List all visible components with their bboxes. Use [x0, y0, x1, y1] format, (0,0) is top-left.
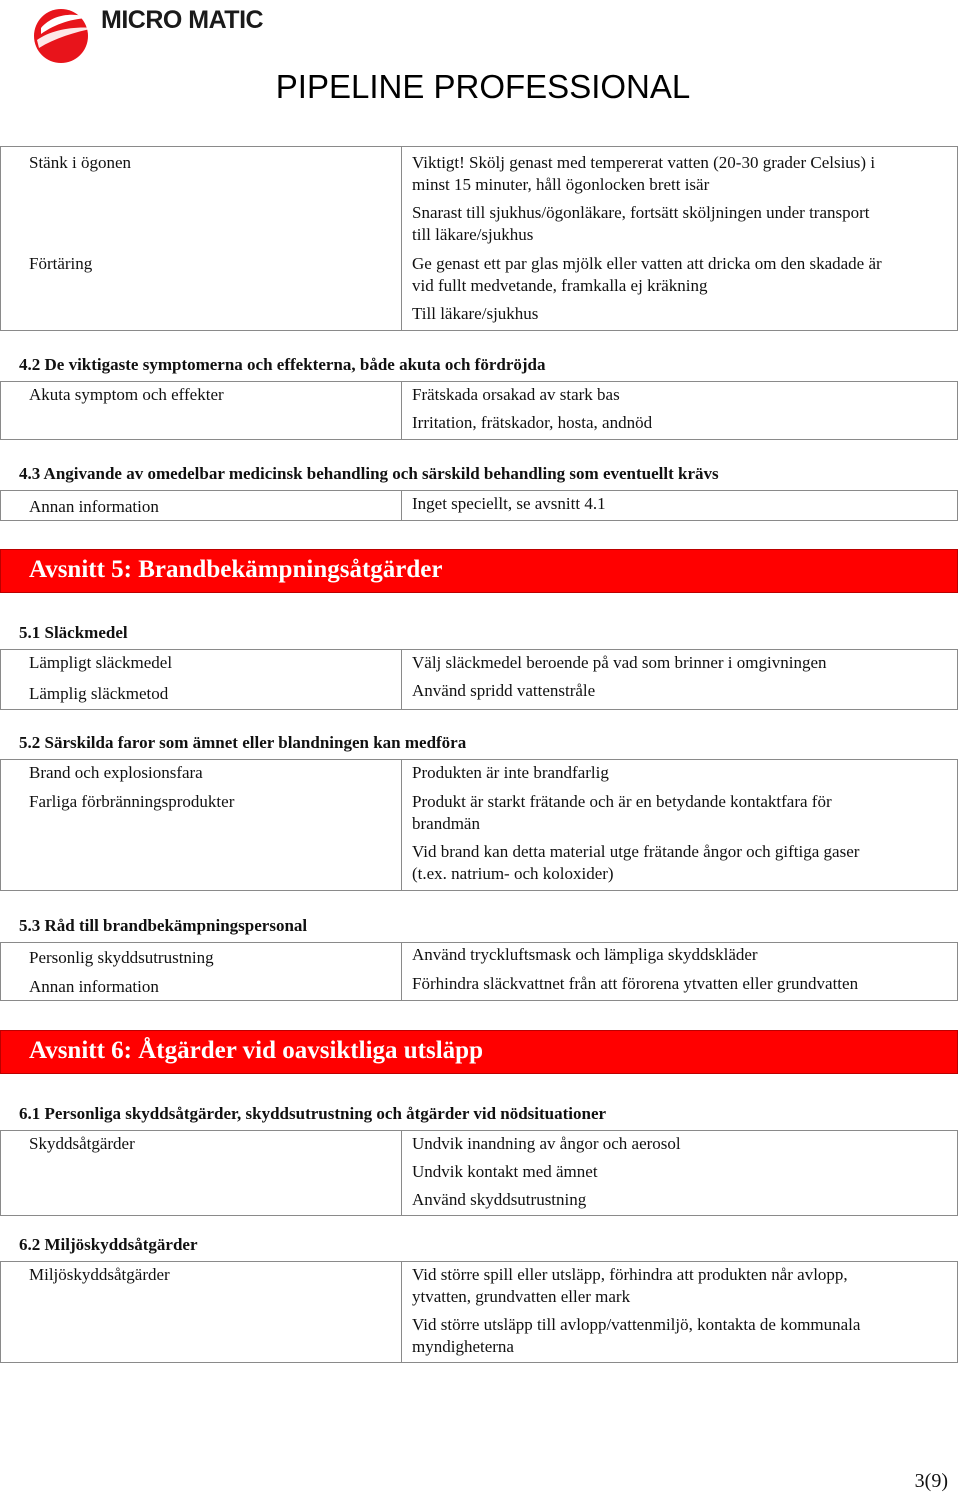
symptoms-label: Akuta symptom och effekter — [29, 385, 224, 404]
symptoms-text-line: Frätskada orsakad av stark bas — [412, 385, 620, 404]
ingestion-text-line: Ge genast ett par glas mjölk eller vatten att dricka om den skadade är — [412, 254, 882, 273]
protective-measures-line: Använd skyddsutrustning — [412, 1190, 587, 1209]
treatment-label: Annan information — [29, 497, 159, 516]
section-6-title: Avsnitt 6: Åtgärder vid oavsiktliga utsläpp — [29, 1037, 483, 1064]
combustion-products-line: brandmän — [412, 814, 480, 833]
section-5-title: Avsnitt 5: Brandbekämpningsåtgärder — [29, 556, 443, 583]
section-5-3-heading: 5.3 Råd till brandbekämpningspersonal — [19, 916, 308, 935]
combustion-products-line: Produkt är starkt frätande och är en betydande kontaktfara för — [412, 792, 832, 811]
ingestion-text-line: Till läkare/sjukhus — [412, 304, 539, 323]
fire-hazard-value: Produkten är inte brandfarlig — [412, 763, 609, 782]
eyes-text-line: minst 15 minuter, håll ögonlocken brett isär — [412, 175, 710, 194]
environmental-line: Vid större spill eller utsläpp, förhindra att produkten når avlopp, — [412, 1265, 848, 1284]
extinguishing-method-value: Använd spridd vattenstråle — [412, 681, 596, 700]
section-4-2-heading: 4.2 De viktigaste symptomerna och effekterna, både akuta och fördröjda — [19, 355, 546, 374]
extinguishing-agent-value: Välj släckmedel beroende på vad som brinner i omgivningen — [412, 653, 827, 672]
treatment-table — [0, 490, 958, 521]
section-5-banner — [0, 549, 958, 593]
ingestion-text-line: vid fullt medvetande, framkalla ej kräkning — [412, 276, 708, 295]
logo-text: MICRO MATIC — [101, 6, 264, 34]
environmental-line: Vid större utsläpp till avlopp/vattenmiljö, kontakta de kommunala — [412, 1315, 861, 1334]
section-6-1-heading: 6.1 Personliga skyddsåtgärder, skyddsutrustning och åtgärder vid nödsituationer — [19, 1104, 607, 1123]
treatment-value: Inget speciellt, se avsnitt 4.1 — [412, 494, 606, 513]
other-info-label: Annan information — [29, 977, 159, 996]
environmental-line: ytvatten, grundvatten eller mark — [412, 1287, 631, 1306]
symptoms-text-line: Irritation, frätskador, hosta, andnöd — [412, 413, 653, 432]
firefighter-advice-table — [0, 942, 958, 1001]
protective-measures-line: Undvik kontakt med ämnet — [412, 1162, 598, 1181]
fire-hazard-label: Brand och explosionsfara — [29, 763, 203, 782]
extinguishing-method-label: Lämplig släckmetod — [29, 684, 169, 703]
section-5-1-heading: 5.1 Släckmedel — [19, 623, 128, 642]
protective-measures-label: Skyddsåtgärder — [29, 1134, 135, 1153]
section-6-banner — [0, 1030, 958, 1074]
eyes-label: Stänk i ögonen — [29, 153, 131, 172]
combustion-products-line: (t.ex. natrium- och koloxider) — [412, 864, 614, 883]
protective-measures-line: Undvik inandning av ångor och aerosol — [412, 1134, 681, 1153]
section-4-3-heading: 4.3 Angivande av omedelbar medicinsk behandling och särskild behandling som eventuellt krävs — [19, 464, 719, 483]
combustion-products-label: Farliga förbränningsprodukter — [29, 792, 235, 811]
symptoms-table — [0, 381, 958, 440]
document-title: PIPELINE PROFESSIONAL — [275, 68, 691, 105]
eyes-text-line: till läkare/sjukhus — [412, 225, 534, 244]
eyes-text-line: Viktigt! Skölj genast med tempererat vatten (20-30 grader Celsius) i — [412, 153, 876, 172]
combustion-products-line: Vid brand kan detta material utge frätande ångor och giftiga gaser — [412, 842, 860, 861]
micro-matic-logo — [33, 4, 263, 64]
environmental-line: myndigheterna — [412, 1337, 514, 1356]
section-6-2-heading: 6.2 Miljöskyddsåtgärder — [19, 1235, 198, 1254]
first-aid-table — [0, 146, 958, 331]
environmental-table — [0, 1261, 958, 1363]
logo-swirl-icon — [33, 4, 103, 66]
environmental-label: Miljöskyddsåtgärder — [29, 1265, 170, 1284]
hazards-table — [0, 759, 958, 891]
extinguishing-agent-label: Lämpligt släckmedel — [29, 653, 173, 672]
protective-equipment-label: Personlig skyddsutrustning — [29, 948, 214, 967]
protective-measures-table — [0, 1130, 958, 1216]
section-5-2-heading: 5.2 Särskilda faror som ämnet eller blandningen kan medföra — [19, 733, 467, 752]
other-info-value: Förhindra släckvattnet från att förorena ytvatten eller grundvatten — [412, 974, 859, 993]
protective-equipment-value: Använd tryckluftsmask och lämpliga skyddskläder — [412, 945, 758, 964]
page-number: 3(9) — [914, 1470, 948, 1492]
ingestion-label: Förtäring — [29, 254, 93, 273]
eyes-text-line: Snarast till sjukhus/ögonläkare, fortsätt sköljningen under transport — [412, 203, 870, 222]
extinguishing-table — [0, 649, 958, 710]
